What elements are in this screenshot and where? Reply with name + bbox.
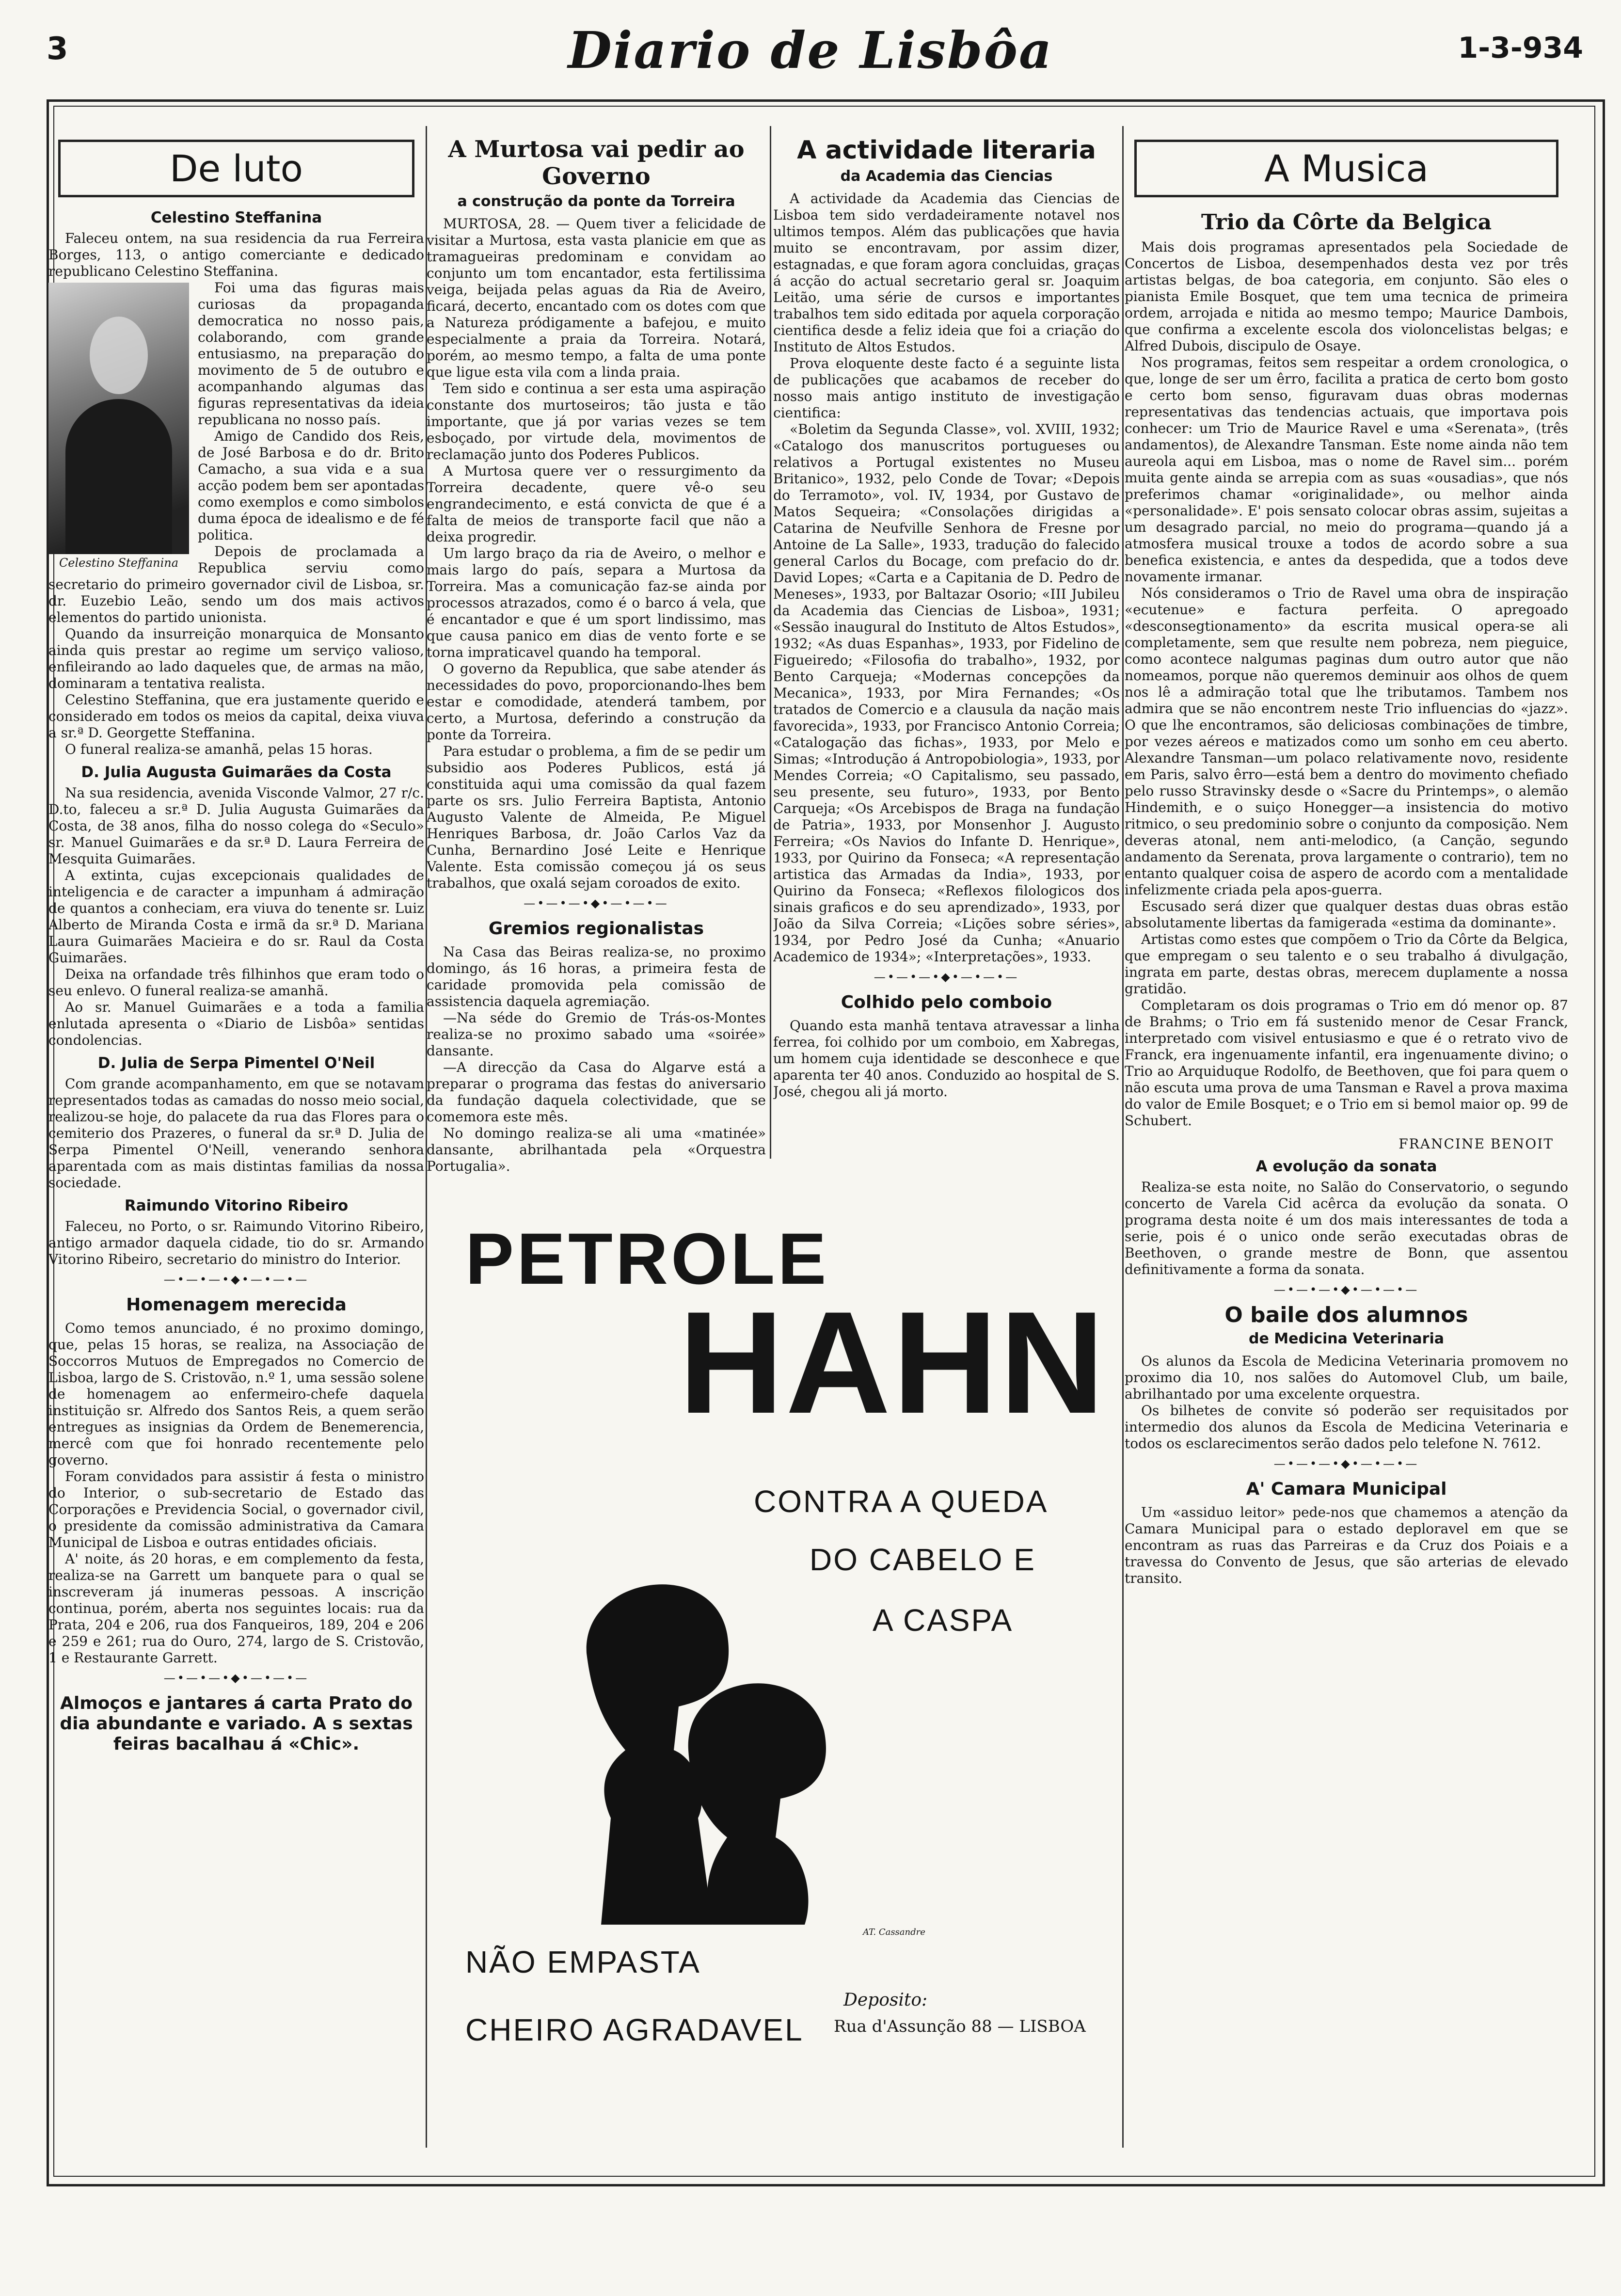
separator-ornament: —•—•—•◆•—•—•— — [163, 1671, 309, 1685]
paragraph: Amigo de Candido dos Reis, de José Barbosa e do dr. Brito Camacho, a sua vida e a sua acção podem bem ser apontadas como exemplos e como simbolos duma época de idealismo e de fé politica. — [198, 428, 424, 543]
section-box-de-luto: De luto — [58, 140, 414, 197]
article-heading-baile: O baile dos alumnos — [1224, 1303, 1468, 1327]
petrole-hahn-advert — [436, 1168, 1120, 2140]
paragraph: —Na séde do Gremio de Trás-os-Montes realiza-se no proximo sabado uma «soirée» dansante. — [427, 1010, 766, 1059]
issue-date: 1-3-934 — [1458, 31, 1583, 65]
paragraph: Deixa na orfandade três filhinhos que eram todo o seu enlevo. O funeral realiza-se amanhã. — [48, 966, 424, 999]
paragraph: A' noite, ás 20 horas, e em complemento da festa, realiza-se na Garrett um banquete para o qual se inscreveram já inumeras pessoas. A inscrição continua, porém, aberta nos seguintes locais: rua da Prata, 204 e 206, rua dos Fanqueiros, 189, 204 e 206 e 259 e 261; rua do Ouro, 274, largo de S. Cristovão, 1 e Restaurante Garrett. — [48, 1551, 424, 1666]
article-heading-colhido: Colhido pelo comboio — [841, 992, 1052, 1012]
paragraph: A extinta, cujas excepcionais qualidades de inteligencia e de caracter a impunham á admiração de quantos a conheciam, era viuva do tenente sr. Luiz Alberto de Miranda Costa e irmã da sr.ª D. Mariana Laura Guimarães Macieira e do sr. Raul da Costa Guimarães. — [48, 867, 424, 966]
column-obituaries — [48, 131, 424, 2143]
article-heading-trio: Trio da Côrte da Belgica — [1201, 210, 1492, 235]
column-musica — [1125, 131, 1568, 2143]
paragraph: Como temos anunciado, é no proximo domingo, que, pelas 15 horas, se realiza, na Associação de Soccorros Mutuos de Empregados no Comercio de Lisboa, largo de S. Cristovão, n.º 1, uma sessão solene de homenagem ao enfermeiro-chefe daquela instituição sr. Alfredo dos Santos Reis, a quem serão entregues as insignias da Ordem de Benemerencia, mercê com que foi honrado recentemente pelo governo. — [48, 1320, 424, 1468]
article-heading-murtosa: A Murtosa vai pedir ao Governo — [448, 136, 745, 190]
ad-claim-line: CONTRA A QUEDA — [754, 1484, 1049, 1519]
paragraph: —A direcção da Casa do Algarve está a preparar o programa das festas do aniversario da fundação daquela colectividade, que se comemora este mês. — [427, 1059, 766, 1125]
ad-slogan-line: NÃO EMPASTA — [465, 1945, 701, 1979]
separator-ornament: —•—•—•◆•—•—•— — [874, 970, 1019, 984]
paragraph: Tem sido e continua a ser esta uma aspiração constante dos murtoseiros; tão justa e tão importante, que já por varias vezes se tem esboçado, por virtude dela, movimentos de reclamação junto dos Poderes Publicos. — [427, 381, 766, 462]
paragraph: Artistas como estes que compõem o Trio da Côrte da Belgica, que empregam o seu talento e o seu trabalho á divulgação, ingrata em parte, destas obras, merecem duplamente a nossa gratidão. — [1125, 931, 1568, 997]
column-academia — [773, 131, 1120, 1285]
article-heading-sonata: A evolução da sonata — [1255, 1158, 1437, 1175]
paragraph: Na sua residencia, avenida Visconde Valmor, 27 r/c. D.to, faleceu a sr.ª D. Julia Augusta Guimarães da Costa, de 38 anos, filha do nosso colega do «Seculo» sr. Manuel Guimarães e da sr.ª D. Laura Ferreira de Mesquita Guimarães. — [48, 785, 424, 867]
paragraph: Foram convidados para assistir á festa o ministro do Interior, o sub-secretario de Estado das Corporações e Previdencia Social, o governador civil, o presidente da comissão administrativa da Camara Municipal de Lisboa e outras entidades oficiais. — [48, 1468, 424, 1550]
separator-ornament: —•—•—•◆•—•—•— — [524, 896, 669, 910]
column-rule — [770, 126, 771, 1159]
paragraph: Com grande acompanhamento, em que se notavam representados todas as camadas do nosso meio social, realizou-se hoje, do palacete da rua das Flores para o cemiterio dos Prazeres, o funeral da sr.ª D. Julia de Serpa Pimentel O'Neill, venerando senhora aparentada com as mais distintas familias da nossa sociedade. — [48, 1076, 424, 1191]
paragraph: «Boletim da Segunda Classe», vol. XVIII, 1932; «Catalogo dos manuscritos portugueses ou relativos a Portugal existentes no Museu Britanico», 1932, pelo Conde de Tovar; «Depois do Terramoto», vol. IV, 1934, por Gustavo de Matos Sequeira; «Consolações dirigidas a Catarina de Neufville Senhora de Fresne por Antoine de La Salle», 1933, tradução do falecido general Carlos du Bocage, com prefacio do dr. David Lopes; «Carta e a Capitania de D. Pedro de Meneses», 1933, por Baltazar Osorio; «III Jubileu da Academia das Ciencias de Lisboa», 1931; «Sessão inaugural do Instituto de Altos Estudos», 1932; «As duas Espanhas», 1933, por Fidelino de Figueiredo; «Filosofia do trabalho», 1932, por Bento Carqueja; «Modernas concepções da Mecanica», 1933, por Mira Fernandes; «Os tratados de Comercio e a clausula da nação mais favorecida», 1933, por Francisco Antonio Correia; «Catalogação das fichas», 1933, por Melo e Simas; «Introdução á Antropobiologia», 1933, por Mendes Correia; «O Capitalismo, seu passado, seu presente, seu futuro», 1933, por Bento Carqueja; «Os Arcebispos de Braga na fundação de Patria», 1933, por Monsenhor J. Augusto Ferreira; «Os Navios do Infante D. Henrique», 1933, por Quirino da Fonseca; «A representação artistica das Armadas da India», 1933, por Quirino da Fonseca; «Reflexos filologicos dos sinais graficos e do seu aprendizado», 1933, por João da Silva Correia; «Lições sobre séries», 1934, por Pedro José da Cunha; «Anuario Academico de 1934»; «Interpretações», 1933. — [773, 421, 1120, 965]
ad-slogan-line: CHEIRO AGRADAVEL — [465, 2012, 804, 2047]
paragraph: Foi uma das figuras mais curiosas da propaganda democratica no nosso pais, colaborando, com grande entusiasmo, na preparação do movimento de 5 de outubro e acompanhando algumas das figuras representativas da ideia republicana no nosso país. — [198, 280, 424, 428]
ad-claim-line: A CASPA — [873, 1603, 1014, 1638]
section-box-a-musica: A Musica — [1134, 140, 1558, 197]
paragraph: No domingo realiza-se ali uma «matinée» dansante, abrilhantada pela «Orquestra Portugalia». — [427, 1125, 766, 1174]
paragraph: A actividade da Academia das Ciencias de Lisboa tem sido verdadeiramente notavel nos ultimos tempos. Além das publicações que havia muito se encontravam, por assim dizer, estagnadas, e que foram agora concluidas, graças á acção do actual secretario geral sr. Joaquim Leitão, uma série de cursos e importantes trabalhos tem sido editada por aquela corporação cientifica desde a feliz ideia que foi a criação do Instituto de Altos Estudos. — [773, 191, 1120, 355]
article-heading-gremios: Gremios regionalistas — [488, 919, 704, 939]
artist-signature: AT. Cassandre — [863, 1927, 925, 1937]
paragraph: Nos programas, feitos sem respeitar a ordem cronologica, o que, longe de ser um êrro, facilita a pratica de certo bom gosto e certo bom senso, figuravam duas obras modernas representativas das tendencias actuais, que importava pois conhecer: um Trio de Maurice Ravel e uma «Serenata», (três andamentos), de Alexandre Tansman. Este nome ainda não tem aureola aqui em Lisboa, mas o nome de Ravel sim... porém muita gente ainda se arrepia com as suas «ousadias», que nós preferimos chamar «originalidade», ou melhor ainda «personalidade». E' pois sensato colocar obras assim, sujeitas a um desagrado parcial, no meio do programa—quando já a atmosfera musical trouxe a todos de acordo sobre a sua benefica existencia, e antes da despedida, que a todos deve novamente irmanar. — [1125, 354, 1568, 585]
paragraph: Um largo braço da ria de Aveiro, o melhor e mais largo do país, separa a Murtosa da Torreira. Mas a comunicação faz-se ainda por processos atrazados, como é o barco á vela, que é encantador e que é um sport lindissimo, mas que causa panico em dias de vento forte e se torna impraticavel quando ha temporal. — [427, 545, 766, 660]
paragraph: Celestino Steffanina, que era justamente querido e considerado em todos os meios da capital, deixa viuva a sr.ª D. Georgette Steffanina. — [48, 692, 424, 741]
masthead — [0, 0, 1621, 99]
paragraph: Prova eloquente deste facto é a seguinte lista de publicações que acabamos de receber do nosso mais antigo instituto de investigação cientifica: — [773, 355, 1120, 421]
paragraph: Na Casa das Beiras realiza-se, no proximo domingo, ás 16 horas, a primeira festa de caridade promovida pela comissão de assistencia daquela agremiação. — [427, 944, 766, 1009]
portrait-caption: Celestino Steffanina — [59, 556, 179, 570]
ad-brand-hahn: HAHN — [679, 1281, 1107, 1444]
paragraph: Quando esta manhã tentava atravessar a linha ferrea, foi colhido por um comboio, em Xabregas, um homem cuja identidade se desconhece e que aparenta ter 40 anos. Conduzido ao hospital de S. José, chegou ali já morto. — [773, 1018, 1120, 1100]
ad-heads-illustration — [553, 1547, 892, 1934]
paragraph: Realiza-se esta noite, no Salão do Conservatorio, o segundo concerto de Varela Cid acêrca da evolução da sonata. O programa desta noite é um dos mais interessantes de toda a serie, pois é o unico onde serão executadas obras de Beethoven, o grande mestre de Bonn, que assentou definitivamente a forma da sonata. — [1125, 1179, 1568, 1277]
paragraph: Quando da insurreição monarquica de Monsanto ainda quis prestar ao regime um serviço valioso, enfileirando ao lado daqueles que, de armas na mão, dominaram a tentativa realista. — [48, 626, 424, 691]
paragraph: Os alunos da Escola de Medicina Veterinaria promovem no proximo dia 10, nos salões do Automovel Club, um baile, abrilhantado por uma excelente orquestra. — [1125, 1353, 1568, 1402]
paragraph: Nós consideramos o Trio de Ravel uma obra de inspiração «ecutenue» e factura perfeita. O apregoado «desconsegtionamento» da escrita musical opera-se ali completamente, sem que resulte nem pobreza, nem pieguice, como acontece nalgumas paginas dum outro autor que não nomeamos, porque não queremos deminuir aos olhos de quem nos lê a admiração total que lhe tributamos. Tambem nos admira que se não encontrem neste Trio influencias do «jazz». O que lhe encontramos, são deliciosas combinações de timbre, por vezes aéreos e matizados como um sonho em ceu aberto. Alexandre Tansman—um polaco relativamente novo, residente em Paris, salvo êrro—está bem a dentro do movimento chefiado pelo russo Stravinsky desde o «Sacre du Printemps», o alemão Hindemith, e o suiço Honegger—a insistencia do motivo ritmico, o seu predominio sobre o conjunto da composição. Nem deveras atonal, nem anti-melodico, (a Canção, segundo andamento da Serenata, prova largamente o contrario), tem no entanto qualquer coisa de aspero de acordo com a mentalidade infelizmente criada pela apos-guerra. — [1125, 585, 1568, 898]
article-kicker-baile: de Medicina Veterinaria — [1249, 1330, 1444, 1347]
separator-ornament: —•—•—•◆•—•—•— — [1273, 1457, 1419, 1470]
paragraph: A Murtosa quere ver o ressurgimento da Torreira decadente, quere vê-o seu engrandecimento, e está convicta de que é a falta de meios de transporte facil que não a deixa progredir. — [427, 463, 766, 545]
page-number: 3 — [47, 31, 68, 67]
paragraph: Um «assiduo leitor» pede-nos que chamemos a atenção da Camara Municipal para o estado deploravel em que se encontram as ruas das Parreiras e da Cruz dos Poiais e a travessa do Convento de Jesus, que são arterias de elevado transito. — [1125, 1504, 1568, 1586]
paragraph: Os bilhetes de convite só poderão ser requisitados por intermedio dos alunos da Escola de Medicina Veterinaria e todos os esclarecimentos serão dados pelo telefone N. 7612. — [1125, 1403, 1568, 1451]
author-signature: FRANCINE BENOIT — [1399, 1136, 1554, 1152]
article-heading-actividade: A actividade literaria — [797, 136, 1096, 165]
paragraph: Ao sr. Manuel Guimarães e a toda a familia enlutada apresenta o «Diario de Lisbôa» sentidas condolencias. — [48, 999, 424, 1048]
obit-heading-oneil: D. Julia de Serpa Pimentel O'Neil — [97, 1054, 375, 1072]
portrait-figure — [48, 283, 189, 570]
separator-ornament: —•—•—•◆•—•—•— — [163, 1273, 309, 1286]
deposit-address: Rua d'Assunção 88 — LISBOA — [834, 2017, 1086, 2036]
paragraph: O funeral realiza-se amanhã, pelas 15 horas. — [65, 741, 373, 757]
column-rule — [1122, 126, 1124, 2148]
obit-heading-ribeiro: Raimundo Vitorino Ribeiro — [124, 1197, 349, 1214]
newspaper-title: Diario de Lisbôa — [568, 20, 1053, 80]
paragraph: Para estudar o problema, a fim de se pedir um subsidio aos Poderes Publicos, está já constituida aqui uma comissão da qual fazem parte os srs. Julio Ferreira Baptista, Antonio Augusto Valente de Almeida, P.e Miguel Henriques Barbosa, dr. João Carlos Vaz da Cunha, Bernardino José Leite e Henrique Valente. Esta comissão começou já os seus trabalhos, que oxalá sejam coroados de exito. — [427, 743, 766, 891]
paragraph: Completaram os dois programas o Trio em dó menor op. 87 de Brahms; o Trio em fá sustenido menor de Cesar Franck, interpretado com visivel entusiasmo e que é o retrato vivo de Franck, era ingenuamente infantil, era ingenuamente divino; o Trio ao Arquiduque Rodolfo, de Beethoven, que foi para quem o não escuta uma prova de uma Tansman e Ravel a prova maxima do valor de Emile Bosquet; e o Trio em si bemol maior op. 99 de Schubert. — [1125, 997, 1568, 1129]
portrait-photo — [48, 283, 189, 554]
separator-ornament: —•—•—•◆•—•—•— — [1273, 1283, 1419, 1296]
paragraph: Faleceu ontem, na sua residencia da rua Ferreira Borges, 113, o antigo comerciante e dedicado republicano Celestino Steffanina. — [48, 230, 424, 279]
ad-claim-line: DO CABELO E — [810, 1542, 1036, 1577]
paragraph: MURTOSA, 28. — Quem tiver a felicidade de visitar a Murtosa, esta vasta planicie em que as tramagueiras predominam e convidam ao conjunto um tom encantador, esta fertilissima veiga, beijada pelas aguas da Ria de Aveiro, ficará, decerto, encantado com os dotes com que a Natureza pródigamente a bafejou, e muito especialmente a praia da Torreira. Notará, porém, ao mesmo tempo, a falta de uma ponte que ligue esta vila com a linda praia. — [427, 216, 766, 380]
column-murtosa — [427, 131, 766, 1270]
restaurant-ad-text: Almoços e jantares á carta Prato do dia abundante e variado. A s sextas feiras bacalhau á «Chic». — [60, 1693, 413, 1754]
paragraph: Faleceu, no Porto, o sr. Raimundo Vitorino Ribeiro, antigo armador daquela cidade, tio do sr. Armando Vitorino Ribeiro, secretario do ministro do Interior. — [48, 1218, 424, 1267]
paragraph: Escusado será dizer que qualquer destas duas obras estão absolutamente libertas da famigerada «estima da dominante». — [1125, 898, 1568, 931]
paragraph: Depois de proclamada a Republica serviu como secretario do primeiro governador civil de Lisboa, sr. dr. Euzebio Leão, sendo um dos mais activos elementos do partido unionista. — [48, 543, 424, 625]
article-kicker-murtosa: a construção da ponte da Torreira — [457, 193, 735, 210]
obit-heading-guimaraes: D. Julia Augusta Guimarães da Costa — [81, 764, 392, 781]
obit-heading-steffanina: Celestino Steffanina — [150, 209, 322, 226]
paragraph: O governo da Republica, que sabe atender ás necessidades do povo, proporcionando-lhes bem estar e comodidade, atenderá tambem, por certo, a Murtosa, deferindo a construção da ponte da Torreira. — [427, 661, 766, 743]
ad-brand-petrole: PETROLE — [465, 1218, 829, 1299]
deposit-label: Deposito: — [843, 1990, 928, 2010]
article-heading-camara: A' Camara Municipal — [1246, 1479, 1447, 1499]
paragraph: Mais dois programas apresentados pela Sociedade de Concertos de Lisboa, desempenhados desta vez por três artistas belgas, de boa categoria, em conjunto. São eles o pianista Emile Bosquet, que tem uma tecnica de primeira ordem, arrojada e nitida ao mesmo tempo; Maurice Dambois, que confirma a excelente escola dos violoncelistas belgas; e Alfred Dubois, discipulo de Osaye. — [1125, 239, 1568, 354]
article-heading-homenagem: Homenagem merecida — [126, 1295, 347, 1315]
article-kicker-academia: da Academia das Ciencias — [840, 168, 1053, 185]
